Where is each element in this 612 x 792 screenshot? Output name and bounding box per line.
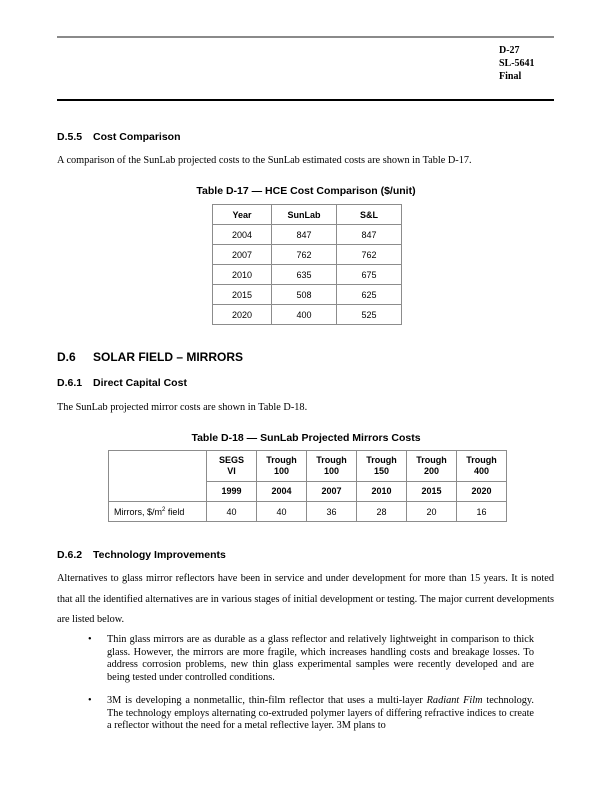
- document-identifier: [499, 44, 535, 83]
- year-cell: 2020: [213, 305, 272, 325]
- table-d17-caption: Table D-17 — HCE Cost Comparison ($/unit): [196, 185, 416, 197]
- year-header: 2004: [257, 482, 307, 502]
- table-header-row: [213, 205, 402, 225]
- column-header: Trough 100: [307, 451, 357, 482]
- report-number: SL-5641: [499, 58, 535, 69]
- header-top-rule: [57, 36, 554, 38]
- sunlab-cell: 400: [272, 305, 337, 325]
- table-row: [213, 225, 402, 245]
- column-header: SEGS VI: [207, 451, 257, 482]
- table-row: [213, 265, 402, 285]
- year-header: 1999: [207, 482, 257, 502]
- page-number: D-27: [499, 45, 520, 56]
- year-cell: 2007: [213, 245, 272, 265]
- table-row: [213, 285, 402, 305]
- table-row: [213, 245, 402, 265]
- sl-cell: 762: [337, 245, 402, 265]
- sunlab-cell: 847: [272, 225, 337, 245]
- table-row: [109, 502, 507, 522]
- section-heading-d61: D.6.1 Direct Capital Cost: [57, 377, 187, 389]
- value-cell: 16: [457, 502, 507, 522]
- value-cell: 40: [257, 502, 307, 522]
- sunlab-cell: 508: [272, 285, 337, 305]
- section-d61-paragraph: The SunLab projected mirror costs are shown in Table D-18.: [57, 402, 308, 413]
- sl-cell: 525: [337, 305, 402, 325]
- bullet-icon: •: [88, 634, 92, 645]
- table-row: [213, 305, 402, 325]
- year-header: 2020: [457, 482, 507, 502]
- document-status: Final: [499, 71, 522, 82]
- column-header: Trough 150: [357, 451, 407, 482]
- value-cell: 36: [307, 502, 357, 522]
- header-bottom-rule: [57, 99, 554, 101]
- section-heading-d6: D.6 SOLAR FIELD – MIRRORS: [57, 350, 244, 364]
- year-cell: 2015: [213, 285, 272, 305]
- section-heading-d62: D.6.2 Technology Improvements: [57, 549, 226, 561]
- value-cell: 28: [357, 502, 407, 522]
- table-d17: [212, 204, 402, 325]
- column-header: Trough 200: [407, 451, 457, 482]
- year-cell: 2010: [213, 265, 272, 285]
- sunlab-cell: 762: [272, 245, 337, 265]
- year-header: 2010: [357, 482, 407, 502]
- year-header: 2015: [407, 482, 457, 502]
- column-header: S&L: [337, 205, 402, 225]
- value-cell: 40: [207, 502, 257, 522]
- bullet-list: [88, 634, 534, 744]
- list-item: • 3M is developing a nonmetallic, thin-film reflector that uses a multi-layer Radiant Film technology. The technology employs alternating co-extruded polymer layers of differing refractive indices to create a reflector without the need for a metal reflective layer. 3M plans to: [88, 695, 534, 731]
- year-cell: 2004: [213, 225, 272, 245]
- year-header: 2007: [307, 482, 357, 502]
- sunlab-cell: 635: [272, 265, 337, 285]
- column-header: SunLab: [272, 205, 337, 225]
- column-header: Trough 100: [257, 451, 307, 482]
- sl-cell: 625: [337, 285, 402, 305]
- table-d18-caption: Table D-18 — SunLab Projected Mirrors Costs: [191, 432, 421, 444]
- column-header: Year: [213, 205, 272, 225]
- value-cell: 20: [407, 502, 457, 522]
- list-item: • Thin glass mirrors are as durable as a glass reflector and relatively lightweight in comparison to thick glass. However, the mirrors are more fragile, which increases handling costs and breakage losses. To address corrosion problems, new thin glass experimental samples were recently developed and are being tested under controlled conditions.: [88, 634, 534, 683]
- row-label: Mirrors, $\$/m^2$ field: [109, 502, 207, 522]
- table-d18: [108, 450, 507, 522]
- section-heading-d55: D.5.5 Cost Comparison: [57, 131, 181, 143]
- bullet-icon: •: [88, 695, 92, 706]
- plant-header-row: [109, 451, 507, 482]
- empty-corner-cell: [109, 451, 207, 502]
- sl-cell: 675: [337, 265, 402, 285]
- section-d62-paragraph: Alternatives to glass mirror reflectors have been in service and under development for more than 15 years. It is noted that all the identified alternatives are in various stages of initial development or testing. The major current developments are listed below.: [57, 573, 554, 625]
- section-d55-paragraph: A comparison of the SunLab projected costs to the SunLab estimated costs are shown in Table D-17.: [57, 155, 472, 166]
- sl-cell: 847: [337, 225, 402, 245]
- column-header: Trough 400: [457, 451, 507, 482]
